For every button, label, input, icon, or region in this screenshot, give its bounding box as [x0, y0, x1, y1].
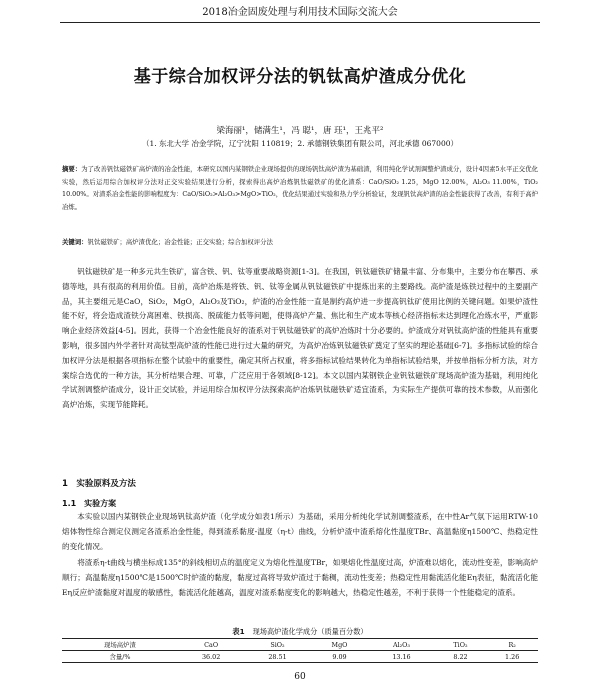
definition-paragraph: 将渣系η-t曲线与横坐标成135°的斜线相切点的温度定义为熔化性温度TBr，如果熔化性温度过高，炉渣难以熔化，流动性变差，影响高炉顺行；高温黏度η1500℃是1500℃时炉渣的黏度，黏度过高将导致炉渣过于黏稠，流动性变差；热稳定性用黏流活化能Eη表征，黏流活化能Eη反应炉渣黏度对温度的敏感性，黏流活化能越高，温度对渣系黏度变化的影响越大，热稳定性越差，不利于获得一个性能稳定的渣系。: [62, 558, 538, 597]
table-header-row: [62, 639, 538, 651]
table-cell: 9.09: [332, 652, 347, 661]
section-heading: 1 实验原料及方法: [62, 479, 136, 489]
table-cell: 8.22: [453, 652, 468, 661]
table-header-cell: MgO: [331, 640, 348, 649]
subsection-heading: 1.1 实验方案: [62, 499, 117, 508]
abstract-text: 为了改善钒钛磁铁矿高炉渣的冶金性能，本研究以国内某钢铁企业现场提供的现场钒钛高炉渣为基础渣，利用纯化学试剂调整炉渣成分，设计4因素5水平正交优化实验，然后运用综合加权评分法对正交实验结果进行分析，探索得出高炉冶炼钒钛磁铁矿的优化渣系：CaO/SiO₂ 1.25，MgO 12.00%，Al₂O₃ 11.00%，TiO₂ 10.00%。对渣系冶金性能的影响程度为：CaO/SiO₂>Al₂O₃>MgO>TiO₂，优化结果通过实验和热力学分析验证，发现钒钛高炉渣的冶金性能获得了改善，有利于高炉冶炼。: [62, 165, 538, 211]
table-header-cell: TiO₂: [453, 640, 468, 649]
table-row: [62, 651, 538, 663]
affiliation: （1. 东北大学 冶金学院，辽宁沈阳 110819；2. 承德钢铁集团有限公司，河北承德 067000）: [142, 139, 458, 148]
table-number: 表1: [232, 627, 245, 636]
slag-composition-table: [62, 638, 538, 663]
keywords-label: 关键词：: [62, 238, 88, 246]
table-header-cell: 现场高炉渣: [103, 641, 136, 649]
intro-paragraph: 钒钛磁铁矿是一种多元共生铁矿，富含铁、钒、钛等重要战略资源[1-3]。在我国，钒钛磁铁矿储量丰富、分布集中，主要分布在攀西、承德等地，具有很高的利用价值。目前，高炉冶炼是将铁、钒、钛等金属从钒钛磁铁矿中提炼出来的主要路线。高炉渣是炼铁过程中的主要副产品，其主要组元是CaO，SiO₂，MgO，Al₂O₃及TiO₂，炉渣的冶金性能一直是制约高炉进一步提高钒钛矿使用比例的关键问题。如果炉渣性能不好，将会造成渣铁分离困难、铁损高、脱硫能力低等问题，使得高炉产量、焦比和生产成本等核心经济指标未达到理化冶炼水平，严重影响企业经济效益[4-5]。因此，获得一个冶金性能良好的渣系对于钒钛磁铁矿的高炉冶炼时十分必要的。炉渣成分对钒钛高炉渣的性能具有重要影响，很多国内外学者针对高钛型高炉渣的性能已进行过大量的研究，为高炉冶炼钒钛磁铁矿奠定了坚实的理论基础[6-7]。多指标试验的综合加权评分法是根据各项指标在整个试验中的重要性，确定其所占权重，将多指标试验结果转化为单指标试验结果，并按单指标分析方法，对方案综合选优的一种方法，其分析结果合理、可靠，广泛应用于各领域[8-12]。本文以国内某钢铁企业钒钛磁铁矿现场高炉渣为基础，利用纯化学试剂调整炉渣成分，设计正交试验，并运用综合加权评分法探索高炉冶炼钒钛磁铁矿适宜渣系，为实际生产提供可靠的技术参数，从而强化高炉冶炼，实现节能降耗。: [62, 267, 538, 410]
abstract: [62, 163, 538, 213]
keywords-text: 钒钛磁铁矿；高炉渣优化；冶金性能；正交实验；综合加权评分法: [87, 238, 273, 246]
page-number: 60: [294, 672, 306, 682]
table-header-cell: Al₂O₃: [392, 640, 410, 649]
method-paragraph: 本实验以国内某钢铁企业现场钒钛高炉渣（化学成分如表1所示）为基础，采用分析纯化学试剂调整渣系，在中性Ar气氛下运用RTW-10熔体物性综合测定仪测定各渣系冶金性能，得到渣系黏度-温度（η-t）曲线，分析炉渣中渣系熔化性温度TBr、高温黏度η1500℃、热稳定性的变化情况。: [62, 512, 538, 551]
author-list: 梁海丽¹，储满生¹，冯 聪¹，唐 珏¹，王兆平²: [216, 126, 384, 136]
abstract-label: 摘要：: [62, 165, 82, 173]
table-cell: 28.51: [268, 652, 287, 661]
table-cell: 13.16: [392, 652, 411, 661]
keywords: [62, 237, 538, 246]
table-header-cell: CaO: [204, 640, 219, 649]
table-cell: 1.26: [505, 652, 520, 661]
table-caption-text: 现场高炉渣化学成分（质量百分数）: [252, 627, 368, 636]
table-cell: 含量/%: [109, 653, 131, 661]
table-header-cell: R₂: [508, 640, 516, 649]
table-header-cell: SiO₂: [270, 640, 285, 649]
table-cell: 36.02: [201, 652, 221, 661]
paper-title: 基于综合加权评分法的钒钛高炉渣成分优化: [133, 67, 467, 87]
table-caption: [0, 627, 600, 637]
running-header: 2018冶金固废处理与利用技术国际交流大会: [60, 4, 540, 23]
